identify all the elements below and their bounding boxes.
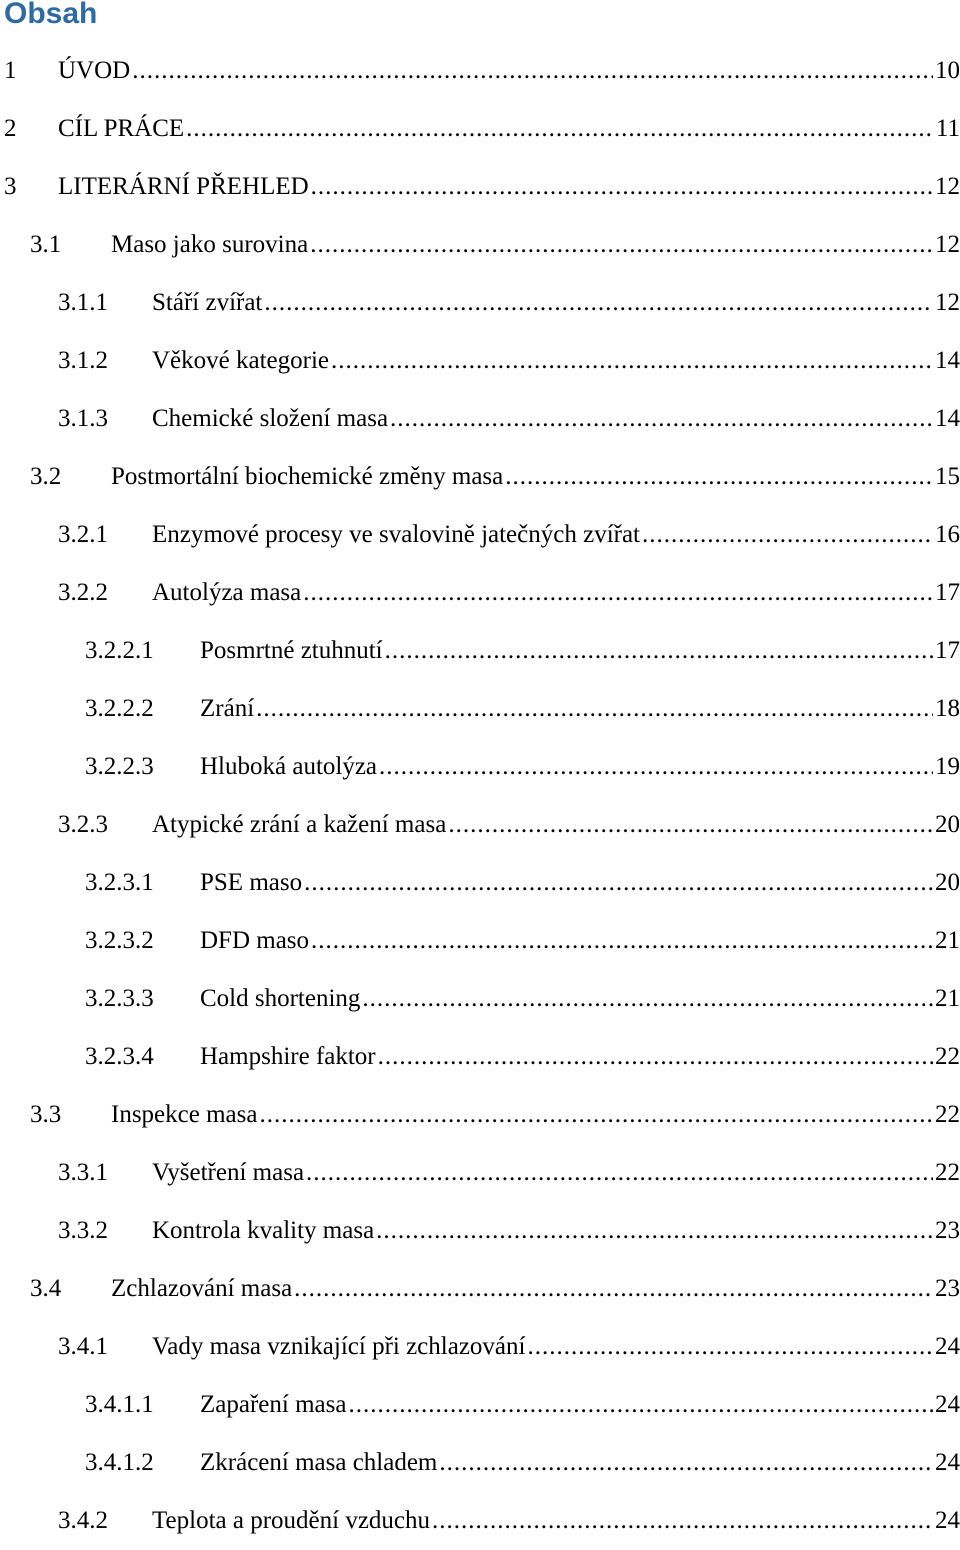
toc-entry-page-number[interactable]: 19 [935, 753, 960, 780]
toc-entry-line[interactable] [200, 695, 960, 723]
page-title: Obsah [4, 0, 98, 30]
toc-entry-line[interactable] [111, 1101, 960, 1129]
toc-entry-line[interactable] [152, 1333, 960, 1361]
toc-entry-page-number[interactable]: 24 [935, 1391, 960, 1418]
toc-entry-number: 3.4 [30, 1275, 62, 1302]
dot-leader [311, 927, 933, 955]
toc-entry-line[interactable] [200, 869, 960, 897]
toc-entry-line[interactable] [200, 1391, 960, 1419]
dot-leader [294, 1275, 933, 1303]
toc-entry-page-number[interactable]: 21 [935, 985, 960, 1012]
toc-entry-title[interactable]: Hluboká autolýza [200, 753, 378, 780]
toc-entry[interactable] [0, 564, 960, 622]
toc-entry-number: 3.4.1.1 [85, 1391, 154, 1418]
dot-leader [379, 753, 933, 781]
toc-entry-page-number[interactable]: 20 [935, 869, 960, 896]
toc-entry-number: 3.4.2 [58, 1507, 108, 1534]
dot-leader [256, 695, 933, 723]
toc-entry-page-number[interactable]: 22 [935, 1101, 960, 1128]
dot-leader [132, 57, 933, 85]
toc-entry-line[interactable] [152, 579, 960, 607]
toc-entry-number: 3.4.1 [58, 1333, 108, 1360]
toc-entry[interactable] [0, 1202, 960, 1260]
toc-entry-number: 3.1.1 [58, 289, 108, 316]
toc-entry-number: 3.3.1 [58, 1159, 108, 1186]
toc-entry-line[interactable] [200, 1449, 960, 1477]
toc-entry-number: 3.4.1.2 [85, 1449, 154, 1476]
toc-entry-line[interactable] [152, 347, 960, 375]
toc-entry-title[interactable]: Maso jako surovina [111, 231, 309, 258]
toc-entry[interactable] [0, 506, 960, 564]
dot-leader [385, 637, 933, 665]
dot-leader [311, 173, 933, 201]
toc-entry-line[interactable] [111, 231, 960, 259]
toc-entry-number: 3.2.1 [58, 521, 108, 548]
dot-leader [303, 579, 933, 607]
toc-entry-number: 3.3.2 [58, 1217, 108, 1244]
toc-entry-line[interactable] [111, 463, 960, 491]
toc-entry-line[interactable] [200, 927, 960, 955]
toc-entry[interactable] [0, 680, 960, 738]
toc-entry-title[interactable]: Zrání [200, 695, 255, 722]
toc-entry-title[interactable]: Zkrácení masa chladem [200, 1449, 438, 1476]
toc-entry-number: 3.3 [30, 1101, 62, 1128]
toc-entry[interactable] [0, 796, 960, 854]
toc-entry-line[interactable] [152, 521, 960, 549]
toc-entry-number: 3.2.2.3 [85, 753, 154, 780]
toc-entry-page-number[interactable]: 10 [935, 57, 960, 84]
toc-entry[interactable] [0, 1028, 960, 1086]
toc-entry-title[interactable]: CÍL PRÁCE [58, 115, 185, 142]
toc-entry-title[interactable]: LITERÁRNÍ PŘEHLED [58, 173, 309, 200]
dot-leader [331, 347, 933, 375]
toc-entry-title[interactable]: PSE maso [200, 869, 303, 896]
toc-entry-page-number[interactable]: 14 [935, 405, 960, 432]
toc-entry-title[interactable]: Autolýza masa [152, 579, 302, 606]
toc-entry-title[interactable]: Vyšetření masa [152, 1159, 305, 1186]
toc-entry[interactable] [0, 42, 960, 100]
toc-entry-line[interactable] [152, 811, 960, 839]
toc-entry-number: 3.1.2 [58, 347, 108, 374]
toc-entry-title[interactable]: Hampshire faktor [200, 1043, 376, 1070]
dot-leader [432, 1507, 933, 1535]
toc-entry-page-number[interactable]: 12 [935, 173, 960, 200]
toc-entry-line[interactable] [200, 637, 960, 665]
toc-entry-line[interactable] [111, 1275, 960, 1303]
toc-entry-page-number[interactable]: 20 [935, 811, 960, 838]
dot-leader [259, 1101, 933, 1129]
dot-leader [362, 985, 933, 1013]
toc-entry-number: 3.2.2 [58, 579, 108, 606]
toc-entry-title[interactable]: Kontrola kvality masa [152, 1217, 375, 1244]
toc-entry-title[interactable]: Vady masa vznikající při zchlazování [152, 1333, 526, 1360]
toc-entry-line[interactable] [200, 753, 960, 781]
toc-entry-number: 3.2.3.2 [85, 927, 154, 954]
dot-leader [376, 1217, 933, 1245]
toc-entry-page-number[interactable]: 22 [935, 1159, 960, 1186]
toc-entry-title[interactable]: Postmortální biochemické změny masa [111, 463, 504, 490]
toc-entry-number: 3 [4, 173, 17, 200]
toc-entry-page-number[interactable]: 17 [935, 637, 960, 664]
toc-entry-page-number[interactable]: 23 [935, 1217, 960, 1244]
toc-entry[interactable] [0, 622, 960, 680]
table-of-contents [0, 42, 960, 1550]
toc-entry-line[interactable] [152, 289, 960, 317]
toc-entry-number: 3.2.3 [58, 811, 108, 838]
dot-leader [378, 1043, 933, 1071]
toc-entry[interactable] [0, 332, 960, 390]
toc-entry-number: 3.2 [30, 463, 62, 490]
toc-entry-number: 3.2.2.1 [85, 637, 154, 664]
dot-leader [439, 1449, 933, 1477]
toc-entry[interactable] [0, 1144, 960, 1202]
toc-entry-page-number[interactable]: 24 [935, 1333, 960, 1360]
toc-entry[interactable] [0, 274, 960, 332]
toc-entry-title[interactable]: Teplota a proudění vzduchu [152, 1507, 431, 1534]
toc-entry-number: 3.1.3 [58, 405, 108, 432]
toc-entry-page-number[interactable]: 12 [935, 289, 960, 316]
dot-leader [306, 1159, 933, 1187]
toc-entry-line[interactable] [200, 1043, 960, 1071]
toc-entry-title[interactable]: DFD maso [200, 927, 310, 954]
toc-entry-page-number[interactable]: 16 [935, 521, 960, 548]
toc-entry[interactable] [0, 1086, 960, 1144]
toc-entry-line[interactable] [152, 405, 960, 433]
toc-entry[interactable] [0, 1376, 960, 1434]
toc-entry-number: 3.2.2.2 [85, 695, 154, 722]
toc-entry-page-number[interactable]: 24 [935, 1449, 960, 1476]
toc-entry[interactable] [0, 100, 960, 158]
dot-leader [264, 289, 933, 317]
toc-entry-page-number[interactable]: 18 [935, 695, 960, 722]
toc-entry-page-number[interactable]: 15 [935, 463, 960, 490]
toc-entry-number: 3.2.3.1 [85, 869, 154, 896]
toc-entry-number: 3.1 [30, 231, 62, 258]
toc-entry-title[interactable]: Chemické složení masa [152, 405, 389, 432]
dot-leader [186, 115, 934, 143]
toc-entry-page-number[interactable]: 24 [935, 1507, 960, 1534]
toc-entry[interactable] [0, 738, 960, 796]
dot-leader [505, 463, 933, 491]
toc-entry-page-number[interactable]: 14 [935, 347, 960, 374]
toc-entry-number: 1 [4, 57, 17, 84]
toc-entry-page-number[interactable]: 22 [935, 1043, 960, 1070]
toc-entry-title[interactable]: Enzymové procesy ve svalovině jatečných zvířat [152, 521, 641, 548]
toc-entry-title[interactable]: Zapaření masa [200, 1391, 347, 1418]
toc-entry-title[interactable]: Posmrtné ztuhnutí [200, 637, 383, 664]
toc-entry-title[interactable]: Atypické zrání a kažení masa [152, 811, 447, 838]
toc-entry-title[interactable]: Věkové kategorie [152, 347, 330, 374]
toc-entry-title[interactable]: Zchlazování masa [111, 1275, 293, 1302]
toc-entry-page-number[interactable]: 17 [935, 579, 960, 606]
toc-entry[interactable] [0, 854, 960, 912]
toc-entry-page-number[interactable]: 12 [935, 231, 960, 258]
toc-entry-title[interactable]: Stáří zvířat [152, 289, 263, 316]
dot-leader [310, 231, 933, 259]
toc-entry-line[interactable] [152, 1507, 960, 1535]
toc-entry-line[interactable] [58, 115, 960, 143]
toc-entry-title[interactable]: ÚVOD [58, 57, 131, 84]
toc-entry[interactable] [0, 912, 960, 970]
dot-leader [348, 1391, 933, 1419]
dot-leader [304, 869, 933, 897]
toc-entry[interactable] [0, 390, 960, 448]
toc-entry[interactable] [0, 216, 960, 274]
toc-entry-page-number[interactable]: 11 [935, 115, 960, 142]
toc-entry-title[interactable]: Inspekce masa [111, 1101, 258, 1128]
toc-entry[interactable] [0, 1434, 960, 1492]
toc-entry-page-number[interactable]: 21 [935, 927, 960, 954]
toc-entry-line[interactable] [58, 173, 960, 201]
toc-entry[interactable] [0, 448, 960, 506]
toc-entry-page-number[interactable]: 23 [935, 1275, 960, 1302]
toc-entry-number: 3.2.3.4 [85, 1043, 154, 1070]
toc-entry-line[interactable] [200, 985, 960, 1013]
dot-leader [527, 1333, 933, 1361]
toc-entry[interactable] [0, 158, 960, 216]
toc-entry[interactable] [0, 1260, 960, 1318]
dot-leader [448, 811, 933, 839]
toc-entry-line[interactable] [152, 1217, 960, 1245]
dot-leader [642, 521, 933, 549]
toc-entry-number: 3.2.3.3 [85, 985, 154, 1012]
toc-entry-number: 2 [4, 115, 17, 142]
toc-entry-title[interactable]: Cold shortening [200, 985, 361, 1012]
toc-entry-line[interactable] [58, 57, 960, 85]
toc-entry[interactable] [0, 1492, 960, 1550]
toc-entry[interactable] [0, 1318, 960, 1376]
dot-leader [390, 405, 933, 433]
toc-entry[interactable] [0, 970, 960, 1028]
toc-entry-line[interactable] [152, 1159, 960, 1187]
